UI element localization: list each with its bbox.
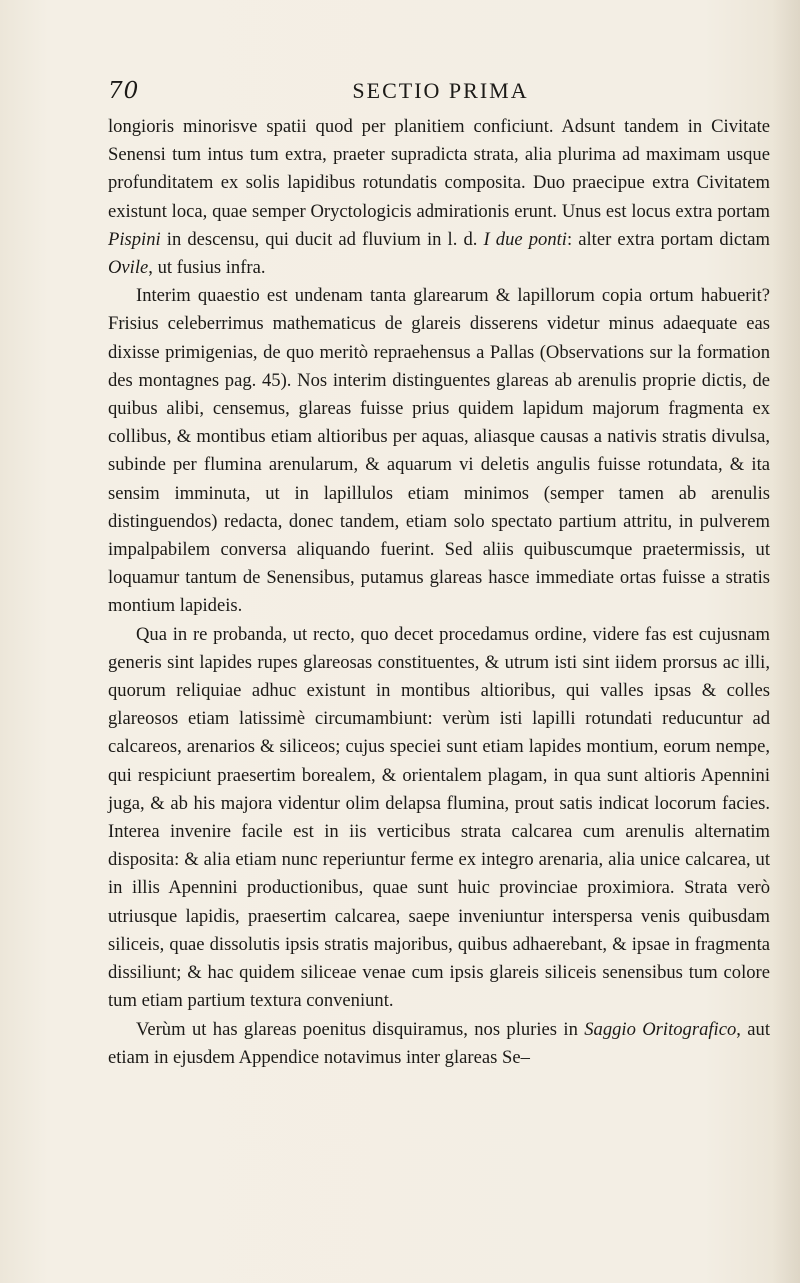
page-edge-shadow (772, 0, 800, 1283)
running-head: SECTIO PRIMA (352, 78, 529, 103)
paragraph (108, 113, 770, 282)
paragraph (108, 621, 770, 1016)
paragraph (108, 1016, 770, 1072)
text-run: : alter extra portam dictam (566, 228, 771, 250)
text-run: Interim quaestio est undenam tanta glarearum & lapillorum copia ortum habuerit? Frisius celeberrimus mathematicus de glareis disserens videtur minus adaequate eas dixisse primigenias, de quo meritò repraehensus a Pallas (Observations sur la formation des montagnes pag. 45). Nos interim distinguentes glareas ab arenulis proprie dictis, de quibus alibi, censemus, glareas fuisse prius quidem lapidum majorum fragmenta ex collibus, & montibus etiam altioribus per aquas, aliasque causas a nativis stratis divulsa, subinde per flumina arenularum, & aquarum vi deletis angulis fuisse rotundata, & ita sensim imminuta, ut in lapillulos etiam minimos (semper tamen ab arenulis distinguendos) redacta, donec tandem, etiam solo spectato partium attritu, in pulverem impalpabilem conversa aliquando fuerint. Sed aliis quibuscumque praetermissis, ut loquamur tantum de Senensibus, putamus glareas hasce immediate ortas fuisse a stratis montium lapideis. (108, 285, 770, 617)
page-header (108, 78, 773, 114)
text-run: in descensu, qui ducit ad fluvium in l. d. (160, 228, 484, 250)
body-text (108, 113, 770, 1072)
text-run: longioris minorisve spatii quod per planitiem conficiunt. Adsunt tandem in Civitate Senensi tum intus tum extra, praeter supradicta strata, alia plurima ad maximam usque profunditatem ex solis lapidibus rotundatis composita. Duo praecipue extra Civitatem existunt loca, quae semper Oryctologicis admirationis erunt. Unus est locus extra portam (108, 116, 770, 222)
italic-term: Saggio Oritografico (584, 1018, 737, 1040)
paragraph (108, 282, 770, 620)
italic-term: I due ponti (483, 228, 567, 250)
text-run: , aut etiam in ejusdem Appendice notavimus inter glareas Se– (108, 1018, 770, 1068)
text-run: Qua in re probanda, ut recto, quo decet procedamus ordine, videre fas est cujusnam generis sint lapides rupes glareosas constituentes, & utrum isti sint iidem prorsus ac illi, quorum reliquiae adhuc existunt in montibus altioribus, qui valles ipsas & colles glareosos etiam latissimè circumambiunt: verùm isti lapilli rotundati reducuntur ad calcareos, arenarios & siliceos; cujus speciei sunt etiam lapides montium, eorum nempe, qui respiciunt praesertim borealem, & orientalem plagam, in qua sunt altioris Apennini juga, & ab his majora videntur olim delapsa flumina, prout satis indicat locorum facies. Interea invenire facile est in iis verticibus strata calcarea cum arenulis alternatim disposita: & alia etiam nunc reperiuntur ferme ex integro arenaria, alia unice calcarea, ut in illis Apennini productionibus, quae sunt huic provinciae proximiora. Strata verò utriusque lapidis, praesertim calcarea, saepe inveniuntur interspersa venis quibusdam siliceis, quae dissolutis ipsis stratis majoribus, quibus adhaerebant, & ipsae in fragmenta dissiliunt; & hac quidem siliceae venae cum ipsis glareis siliceis senensibus tum colore tum etiam partium textura conveniunt. (108, 623, 770, 1012)
italic-term: Pispini (108, 228, 161, 250)
text-run: , ut fusius infra. (148, 257, 266, 279)
italic-term: Ovile (108, 257, 149, 279)
text-run: Verùm ut has glareas poenitus disquiramus, nos pluries in (136, 1018, 585, 1040)
page-number: 70 (108, 78, 140, 104)
